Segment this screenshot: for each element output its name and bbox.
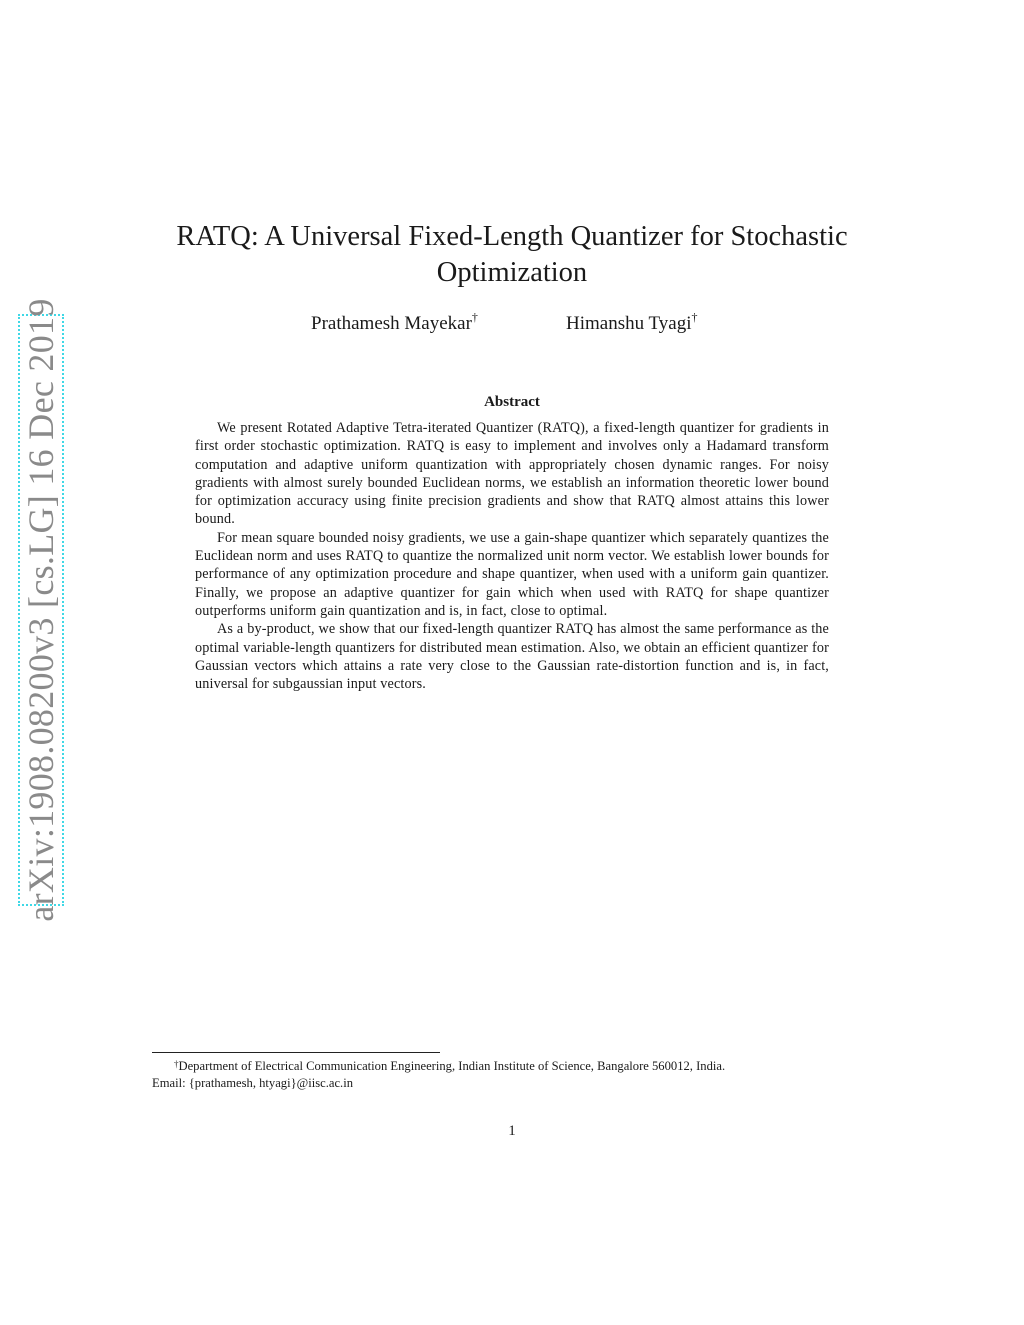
author-1-affiliation-mark: †	[471, 310, 478, 324]
footnote-mark: †	[174, 1059, 179, 1069]
footnote	[152, 1058, 874, 1091]
abstract-body	[195, 419, 829, 693]
footnote-divider	[152, 1052, 440, 1053]
footnote-affiliation	[152, 1058, 874, 1075]
footnote-email: Email: {prathamesh, htyagi}@iisc.ac.in	[152, 1075, 353, 1090]
arxiv-identifier: arXiv:1908.08200v3 [cs.LG] 16 Dec 2019	[21, 298, 61, 922]
author-2-name: Himanshu Tyagi	[566, 313, 692, 334]
paper-title: RATQ: A Universal Fixed-Length Quantizer for Stochastic Optimization	[176, 221, 848, 288]
abstract-paragraph-3: As a by-product, we show that our fixed-length quantizer RATQ has almost the same performance as the optimal variable-length quantizers for distributed mean estimation. Also, we obtain an efficient quantizer for Gaussian vectors which attains a rate very close to the Gaussian rate-distortion function and is, in fact, universal for subgaussian input vectors.	[195, 621, 829, 693]
page-number: 1	[508, 1123, 516, 1139]
author-1	[311, 310, 478, 335]
abstract-paragraph-2: For mean square bounded noisy gradients, we use a gain-shape quantizer which separately quantizes the Euclidean norm and uses RATQ to quantize the normalized unit norm vector. We establish lower bounds for performance of any optimization procedure and shape quantizer, when used with a uniform gain quantizer. Finally, we propose an adaptive quantizer for gain which when used with RATQ for shape quantizer outperforms uniform gain quantization and is, in fact, close to optimal.	[195, 529, 829, 619]
footnote-affiliation-text: Department of Electrical Communication Engineering, Indian Institute of Science, Bangalore 560012, India.	[178, 1059, 726, 1073]
author-2	[566, 310, 698, 335]
author-2-affiliation-mark: †	[691, 310, 698, 324]
abstract-paragraph-1: We present Rotated Adaptive Tetra-iterated Quantizer (RATQ), a fixed-length quantizer for gradients in first order stochastic optimization. RATQ is easy to implement and involves only a Hadamard transform computation and adaptive uniform quantization with appropriately chosen dynamic ranges. For noisy gradients with almost surely bounded Euclidean norms, we establish an information theoretic lower bound for optimization accuracy using finite precision gradients and show that RATQ almost attains this lower bound.	[195, 420, 829, 528]
author-1-name: Prathamesh Mayekar	[311, 313, 472, 334]
abstract-heading: Abstract	[484, 394, 540, 410]
